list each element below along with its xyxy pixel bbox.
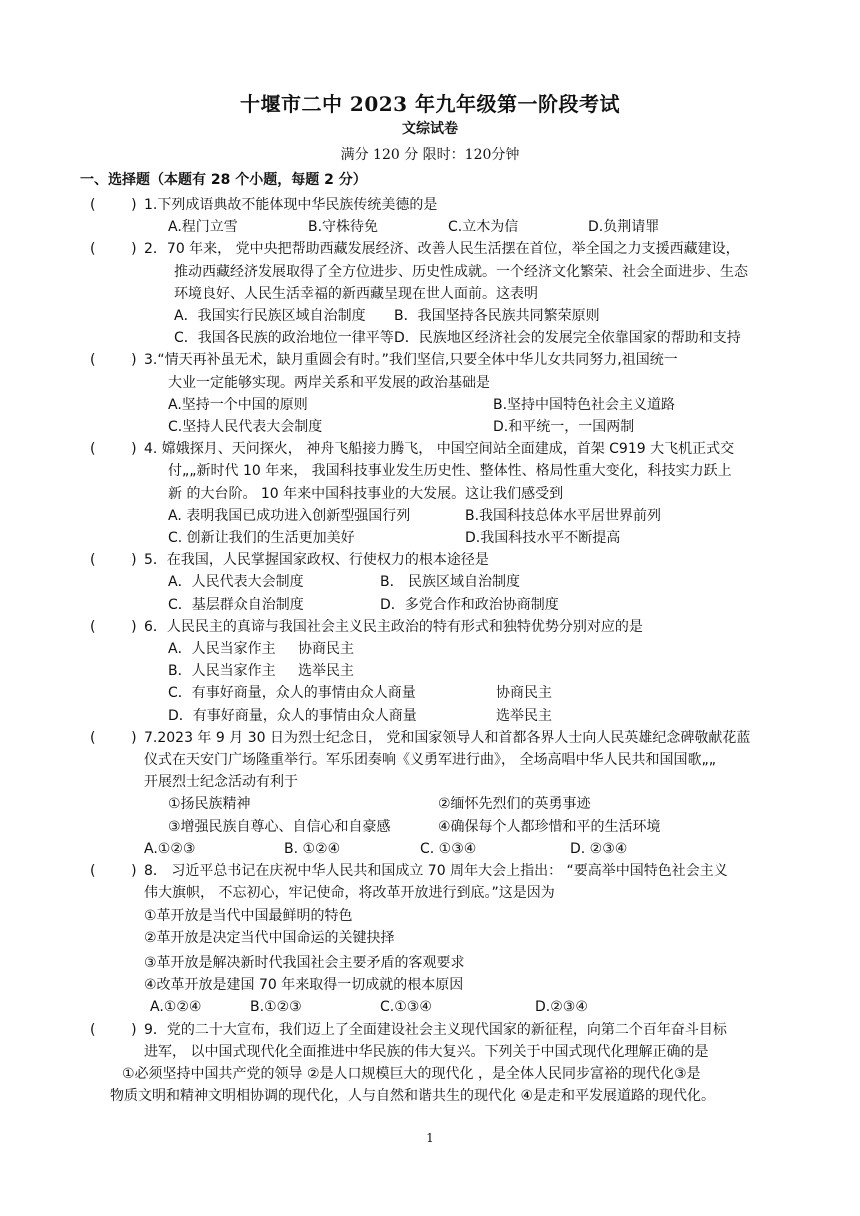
option-c: C．我国各民族的政治地位一律平等	[174, 330, 394, 347]
question-stem: 5．在我国，人民掌握国家政权、行使权力的根本途径是	[144, 552, 489, 569]
question-1	[90, 194, 790, 238]
statements	[144, 793, 790, 815]
options	[144, 416, 790, 438]
option-a-left: A．人民当家作主	[168, 641, 276, 658]
question-stem-line: ①必须坚持中国共产党的领导 ②是人口规模巨大的现代化 ，是全体人民同步富裕的现代化③是	[122, 1065, 701, 1082]
question-stem-line: 9．党的二十大宣布，我们迈上了全面建设社会主义现代国家的新征程，向第二个百年奋斗目标	[144, 1021, 727, 1038]
option-c: C. ①③④	[420, 840, 477, 857]
question-stem-line: 推动西藏经济发展取得了全方位进步、历史性成就。一个经济文化繁荣、社会全面进步、生态	[174, 263, 748, 280]
question-9	[90, 1019, 790, 1108]
option-a: A．人民代表大会制度	[168, 574, 304, 591]
option-d: D.负荆请罪	[588, 219, 660, 236]
option-a: A．我国实行民族区域自治制度	[174, 308, 366, 325]
question-8	[90, 860, 790, 1018]
options	[144, 638, 790, 660]
option-c: C.①③④	[380, 999, 432, 1016]
option-d-left: D．有事好商量，众人的事情由众人商量	[168, 707, 417, 724]
answer-blank[interactable]: ( )	[90, 618, 137, 635]
question-stem: 1.下列成语典故不能体现中华民族传统美德的是	[144, 197, 438, 213]
options	[144, 505, 790, 527]
answer-blank[interactable]: ( )	[90, 552, 137, 569]
option-b-right: 选举民主	[298, 663, 354, 680]
options	[144, 305, 790, 327]
option-b: B.①②③	[250, 999, 302, 1016]
options	[144, 394, 790, 416]
question-stem-line: 3.“情天再补虽无术，缺月重圆会有时。”我们坚信,只要全体中华儿女共同努力,祖国统一	[144, 352, 678, 369]
question-stem: 6．人民民主的真谛与我国社会主义民主政治的特有形式和独特优势分别对应的是	[144, 618, 643, 635]
statement-1: ①革开放是当代中国最鲜明的特色	[144, 907, 353, 924]
option-d: D．民族地区经济社会的发展完全依靠国家的帮助和支持	[394, 330, 741, 347]
question-stem-line: 4. 嫦娥探月、天问探火， 神舟飞船接力腾飞， 中国空间站全面建成，首架 C919 大飞机正式交	[144, 441, 735, 458]
option-c-left: C．有事好商量，众人的事情由众人商量	[168, 685, 416, 702]
options	[144, 594, 790, 616]
options	[144, 838, 790, 860]
options	[144, 705, 790, 727]
answer-blank[interactable]: ( )	[90, 197, 137, 213]
option-c: C．基层群众自治制度	[168, 596, 304, 613]
option-c-right: 协商民主	[496, 685, 552, 702]
option-b: B. ①②④	[284, 840, 341, 857]
option-a: A. 表明我国已成功进入创新型强国行列	[168, 507, 411, 524]
option-d: D.②③④	[535, 999, 588, 1016]
answer-blank[interactable]: ( )	[90, 1021, 137, 1038]
question-3	[90, 349, 790, 438]
option-a: A.①②④	[150, 999, 202, 1016]
answer-blank[interactable]: ( )	[90, 352, 137, 369]
question-stem-line: 2．70 年来， 党中央把帮助西藏发展经济、改善人民生活摆在首位，举全国之力支援西藏建设，	[144, 241, 740, 258]
option-c: C. 创新让我们的生活更加美好	[168, 530, 355, 547]
statement-1: ①扬民族精神	[168, 796, 251, 813]
options	[144, 571, 790, 593]
statement-2: ②革开放是决定当代中国命运的关键抉择	[144, 929, 395, 946]
answer-blank[interactable]: ( )	[90, 863, 137, 880]
question-stem-line: 新 的大台阶。 10 年来中国科技事业的大发展。这让我们感受到	[168, 485, 564, 502]
question-6	[90, 616, 790, 727]
question-stem-line: 物质文明和精神文明相协调的现代化，人与自然和谐共生的现代化 ④是走和平发展道路的现代化。	[110, 1088, 715, 1105]
exam-subtitle: 文综试卷	[402, 121, 458, 137]
answer-blank[interactable]: ( )	[90, 441, 137, 458]
question-2	[90, 238, 790, 349]
options	[144, 527, 790, 549]
question-5	[90, 549, 790, 616]
option-a: A.程门立雪	[168, 219, 238, 236]
option-b-left: B．人民当家作主	[168, 663, 276, 680]
options	[144, 327, 790, 349]
option-c: C.坚持人民代表大会制度	[168, 419, 323, 436]
option-b: B.我国科技总体水平居世界前列	[465, 507, 662, 524]
question-stem-line: 7.2023 年 9 月 30 日为烈士纪念日， 党和国家领导人和首都各界人士向人民英雄纪念碑敬献花蓝	[144, 729, 751, 746]
option-b: B． 民族区域自治制度	[380, 574, 521, 591]
options	[144, 216, 790, 238]
statement-4: ④确保每个人都珍惜和平的生活环境	[438, 818, 661, 835]
option-a: A.坚持一个中国的原则	[168, 396, 308, 413]
option-c: C.立木为信	[448, 219, 519, 236]
option-d: D.和平统一，一国两制	[493, 419, 635, 436]
question-stem-line: 环境良好、人民生活幸福的新西藏呈现在世人面前。这表明	[174, 285, 538, 302]
question-7	[90, 727, 790, 860]
section-heading: 一、选择题（本题有 28 个小题，每题 2 分）	[80, 172, 367, 188]
options	[144, 996, 790, 1018]
question-stem-line: 仪式在天安门广场隆重举行。军乐团奏响《义勇军进行曲》， 全场高唱中华人民共和国国歌„„	[144, 752, 716, 769]
question-stem-line: 8． 习近平总书记在庆祝中华人民共和国成立 70 周年大会上指出： “要高举中国特色社会主义	[144, 863, 728, 880]
statement-3: ③增强民族自尊心、自信心和自豪感	[168, 818, 391, 835]
options	[144, 682, 790, 704]
exam-title: 十堰市二中 2023 年九年级第一阶段考试	[239, 92, 621, 116]
option-d: D．多党合作和政治协商制度	[380, 596, 559, 613]
option-b: B.守株待免	[308, 219, 379, 236]
option-a: A.①②③	[144, 840, 196, 857]
statements	[144, 816, 790, 838]
page-number: 1	[426, 1131, 434, 1145]
question-stem-line: 付„„新时代 10 年来， 我国科技事业发生历史性、整体性、格局性重大变化，科技实力跃上	[168, 463, 732, 480]
answer-blank[interactable]: ( )	[90, 729, 137, 746]
option-d: D.我国科技水平不断提高	[465, 530, 621, 547]
question-list	[90, 194, 790, 1107]
option-b: B．我国坚持各民族共同繁荣原则	[394, 308, 600, 325]
option-a-right: 协商民主	[298, 641, 354, 658]
statement-2: ②缅怀先烈们的英勇事迹	[438, 796, 591, 813]
question-stem-line: 大业一定能够实现。两岸关系和平发展的政治基础是	[168, 374, 490, 391]
answer-blank[interactable]: ( )	[90, 241, 137, 258]
statement-3: ③革开放是解决新时代我国社会主要矛盾的客观要求	[144, 954, 465, 971]
question-stem-line: 开展烈士纪念活动有利于	[144, 774, 298, 791]
option-d: D. ②③④	[570, 840, 628, 857]
question-stem-line: 伟大旗帜， 不忘初心，牢记使命，将改革开放进行到底。”这是因为	[144, 885, 555, 902]
option-b: B.坚持中国特色社会主义道路	[493, 396, 676, 413]
option-d-right: 选举民主	[496, 707, 552, 724]
exam-meta: 满分 120 分 限时：120分钟	[340, 147, 520, 163]
statement-4: ④改革开放是建国 70 年来取得一切成就的根本原因	[144, 977, 464, 994]
question-stem-line: 进军， 以中国式现代化全面推进中华民族的伟大复兴。下列关于中国式现代化理解正确的是	[144, 1043, 709, 1060]
question-4	[90, 438, 790, 549]
options	[144, 660, 790, 682]
